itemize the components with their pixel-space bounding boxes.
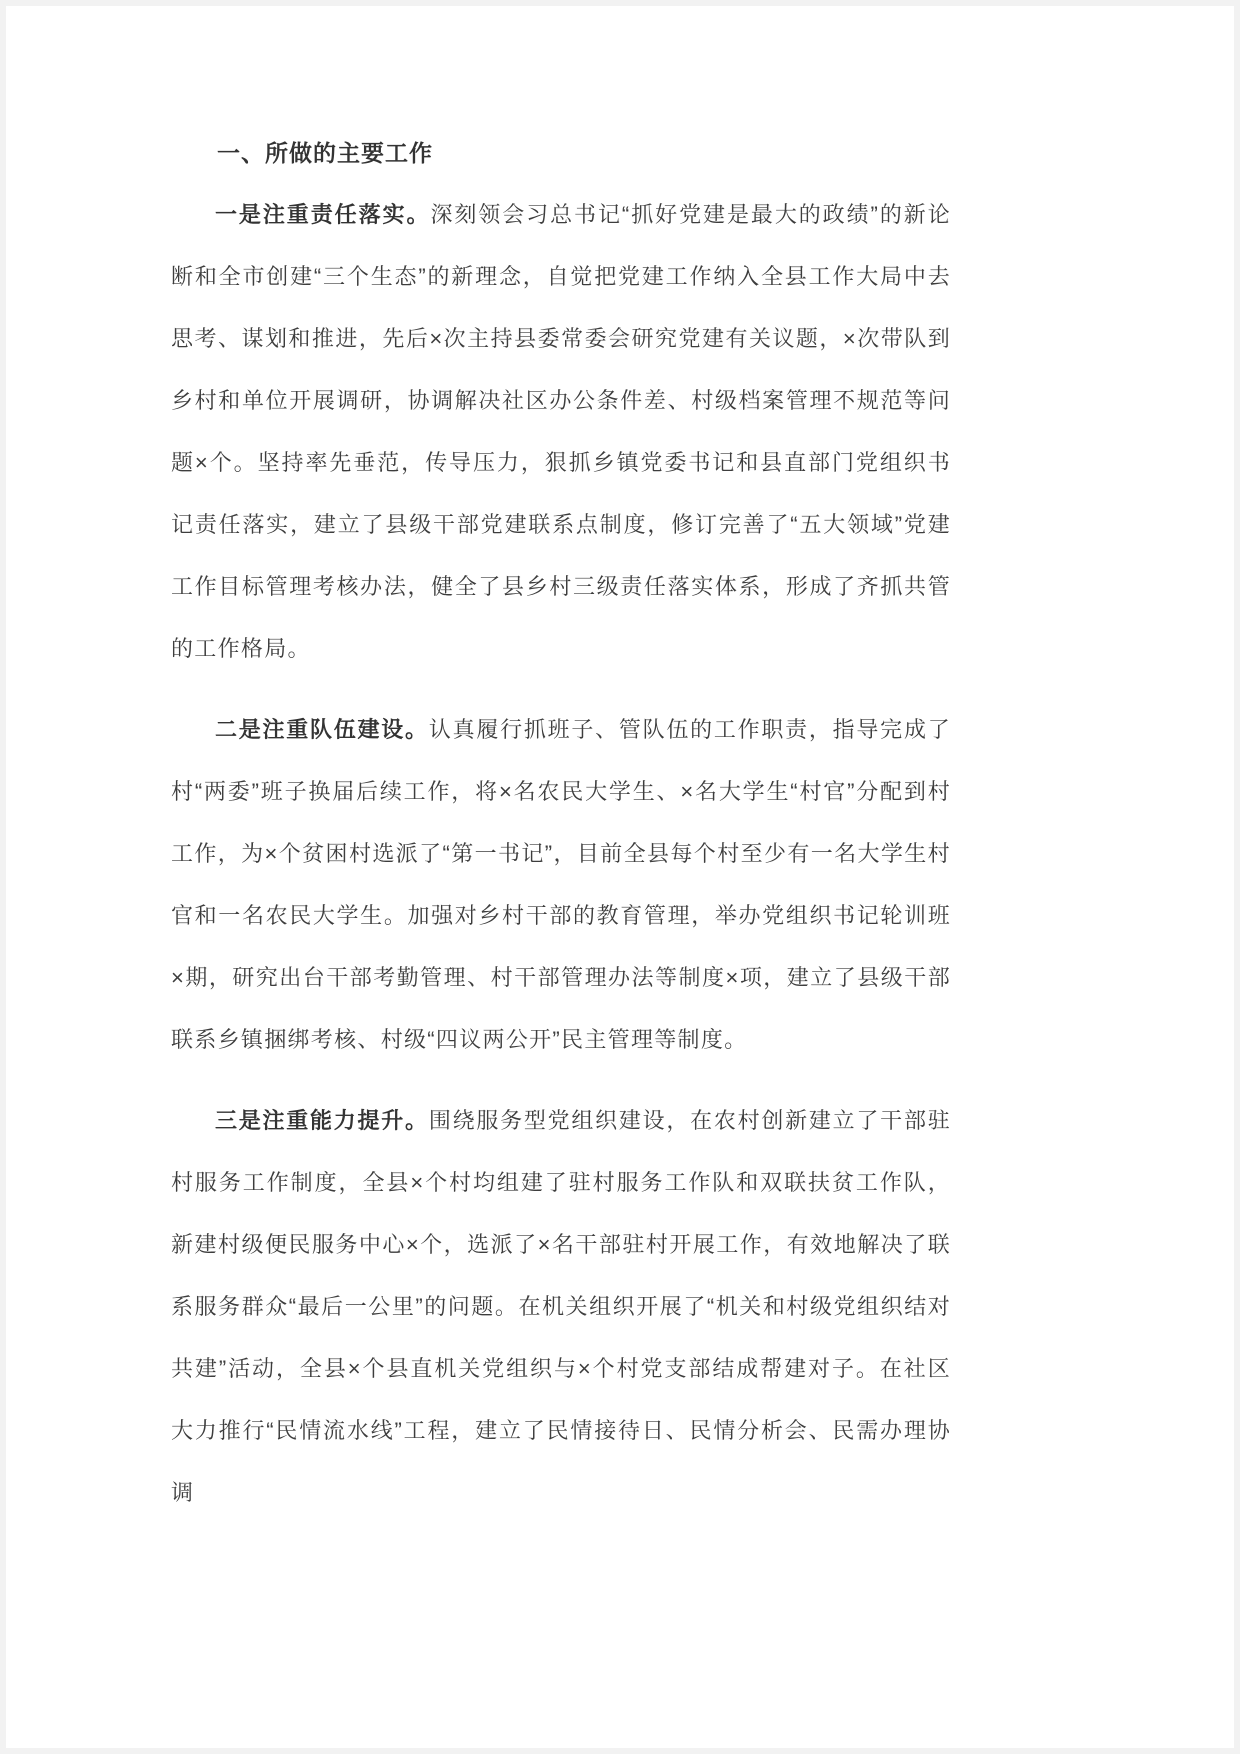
paragraph-2-body: 认真履行抓班子、管队伍的工作职责，指导完成了村“两委”班子换届后续工作，将×名农民大学生、×名大学生“村官”分配到村工作，为×个贫困村选派了“第一书记”，目前全县每个村至少有一名大学生村官和一名农民大学生。加强对乡村干部的教育管理，举办党组织书记轮训班×期，研究出台干部考勤管理、村干部管理办法等制度×项，建立了县级干部联系乡镇捆绑考核、村级“四议两公开”民主管理等制度。 bbox=[171, 717, 951, 1052]
document-page bbox=[6, 6, 1234, 1748]
paragraph-2 bbox=[171, 699, 951, 1071]
paragraph-3-lead: 三是注重能力提升。 bbox=[215, 1108, 429, 1133]
paragraph-1 bbox=[171, 184, 951, 680]
document-content bbox=[6, 6, 1234, 1603]
paragraph-1-body: 深刻领会习总书记“抓好党建是最大的政绩”的新论断和全市创建“三个生态”的新理念，自觉把党建工作纳入全县工作大局中去思考、谋划和推进，先后×次主持县委常委会研究党建有关议题，×次带队到乡村和单位开展调研，协调解决社区办公条件差、村级档案管理不规范等问题×个。坚持率先垂范，传导压力，狠抓乡镇党委书记和县直部门党组织书记责任落实，建立了县级干部党建联系点制度，修订完善了“五大领域”党建工作目标管理考核办法，健全了县乡村三级责任落实体系，形成了齐抓共管的工作格局。 bbox=[171, 202, 951, 661]
paragraph-3-body: 围绕服务型党组织建设，在农村创新建立了干部驻村服务工作制度，全县×个村均组建了驻村服务工作队和双联扶贫工作队，新建村级便民服务中心×个，选派了×名干部驻村开展工作，有效地解决了联系服务群众“最后一公里”的问题。在机关组织开展了“机关和村级党组织结对共建”活动，全县×个县直机关党组织与×个村党支部结成帮建对子。在社区大力推行“民情流水线”工程，建立了民情接待日、民情分析会、民需办理协调 bbox=[171, 1108, 951, 1505]
section-heading: 一、所做的主要工作 bbox=[217, 140, 433, 166]
paragraph-3 bbox=[171, 1090, 951, 1524]
paragraph-2-lead: 二是注重队伍建设。 bbox=[215, 717, 429, 742]
paragraph-1-lead: 一是注重责任落实。 bbox=[215, 202, 431, 227]
